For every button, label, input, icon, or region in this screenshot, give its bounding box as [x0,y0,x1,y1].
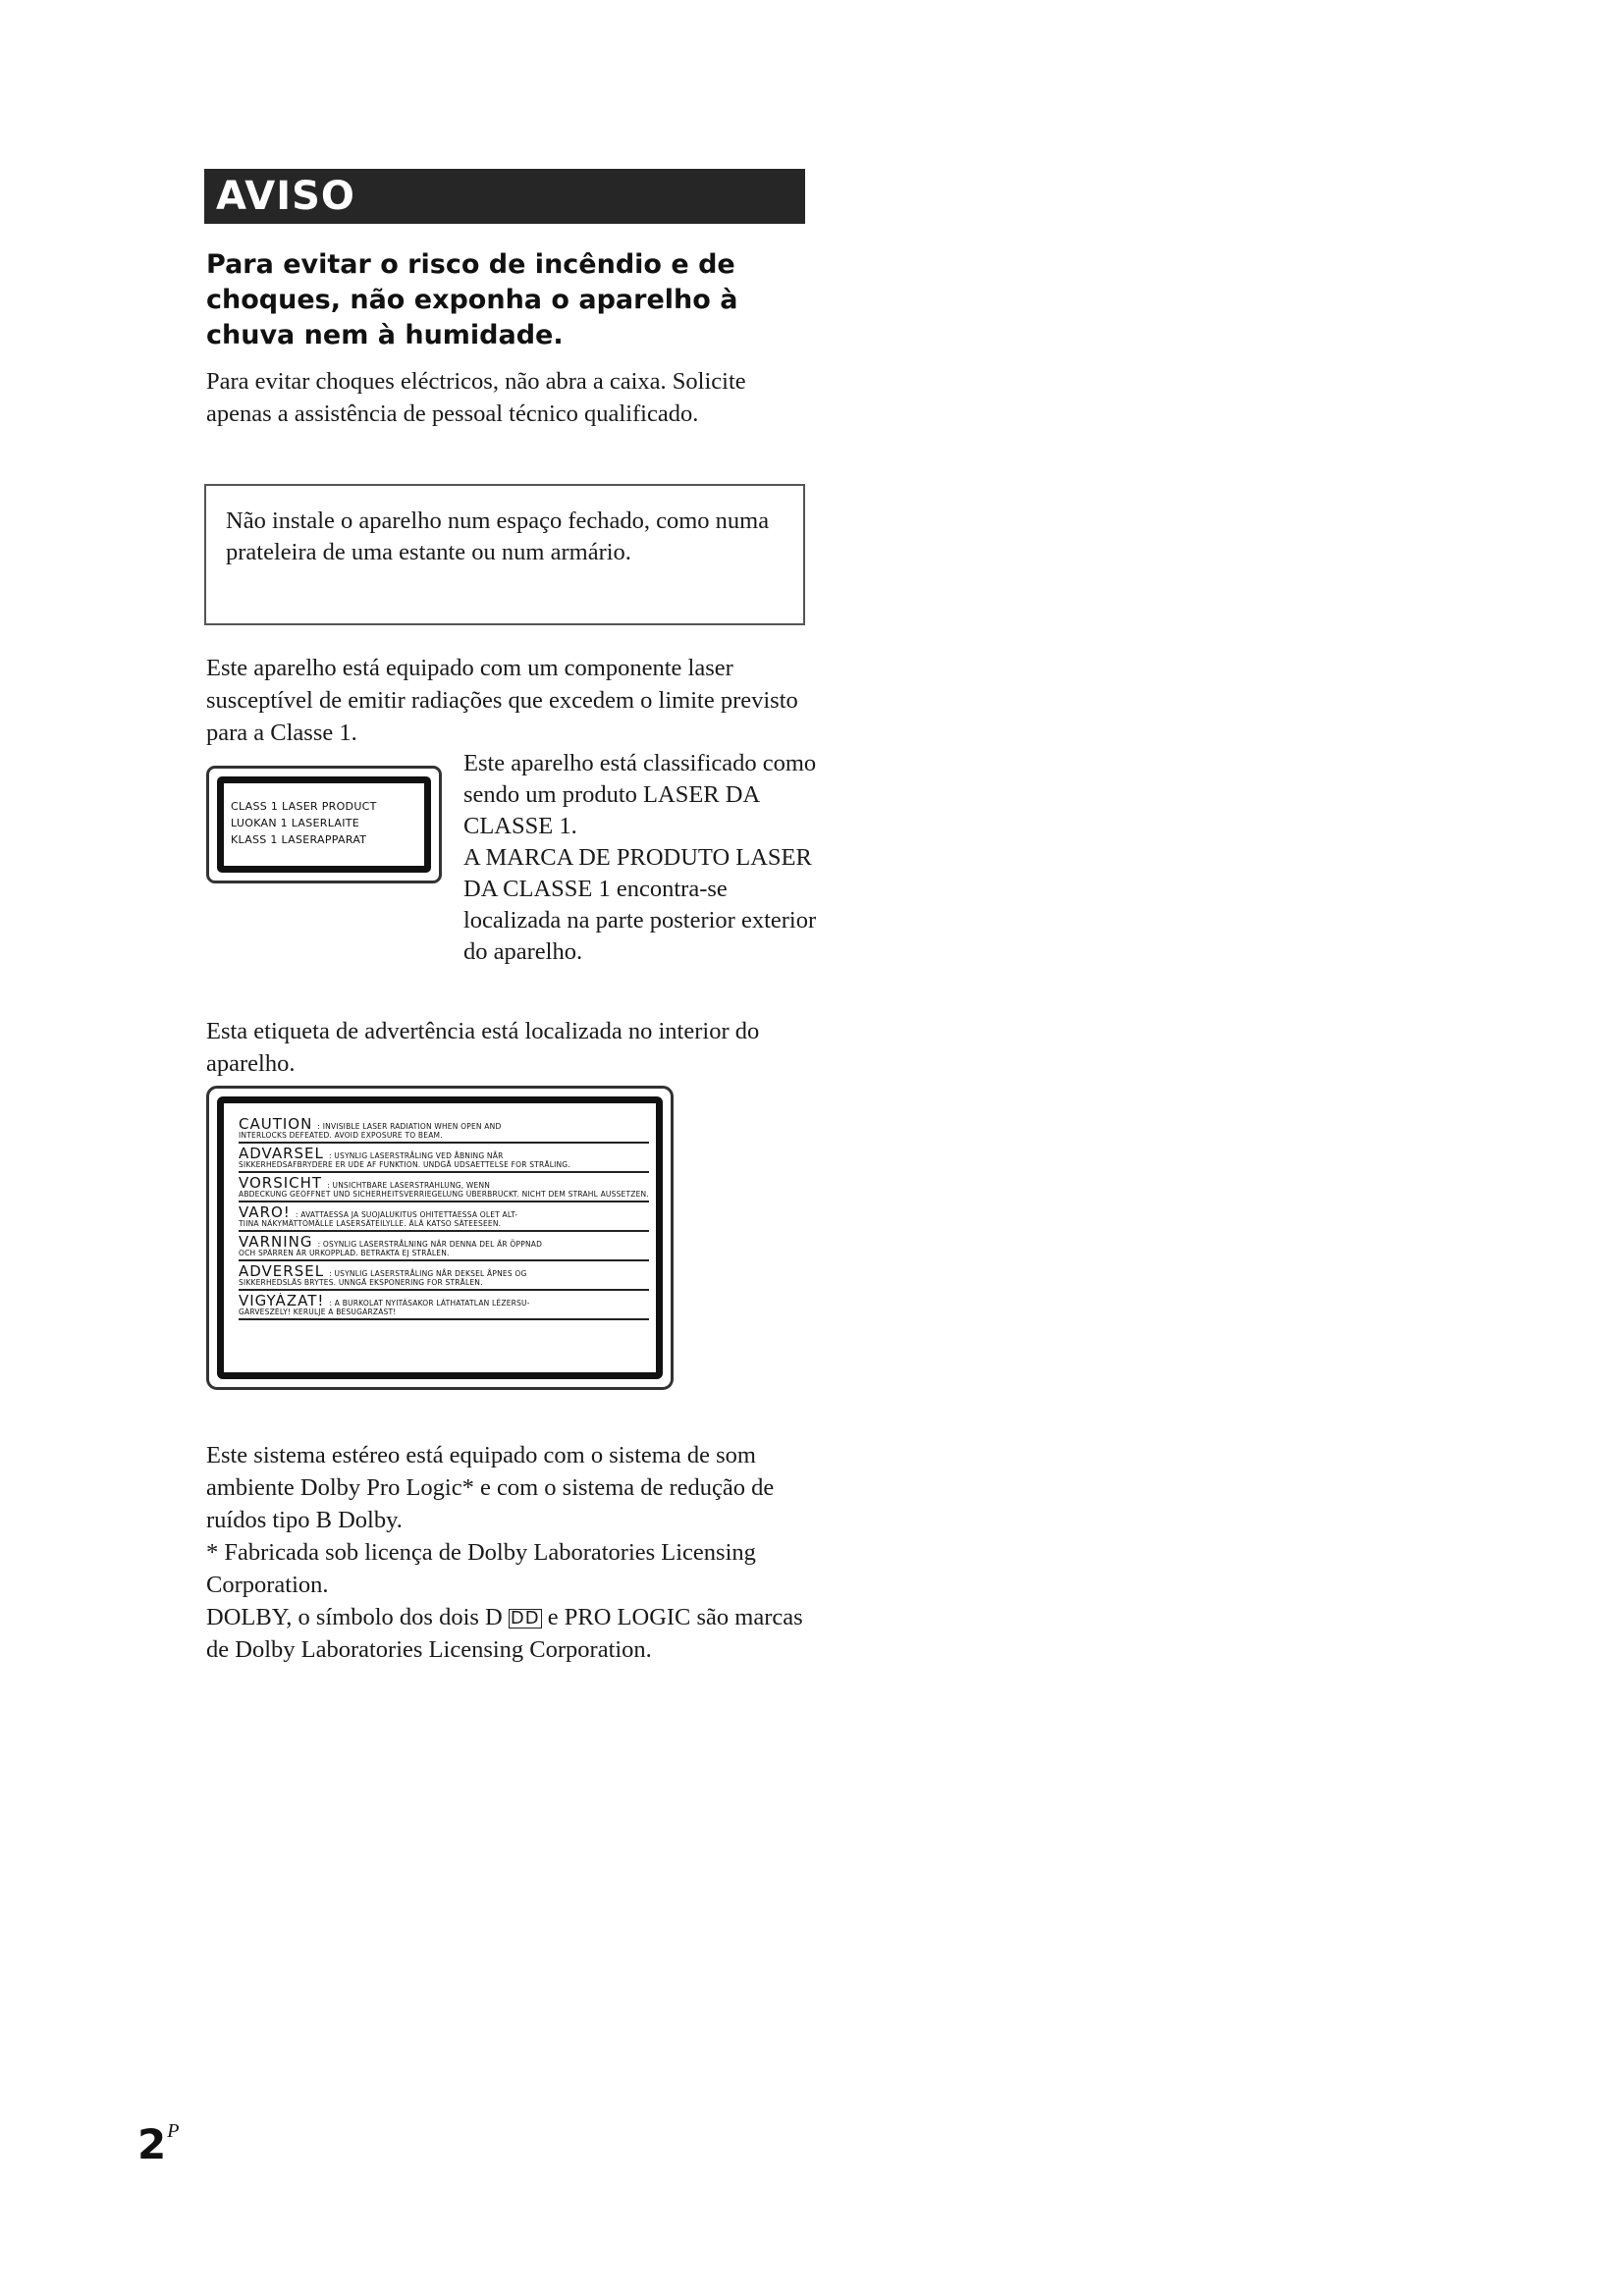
caution-warning-entry [239,1293,649,1320]
laser-paragraph [206,652,815,749]
caution-warning-word: VIGYÁZAT! [239,1293,325,1308]
caution-warning-text: : USYNLIG LASERSTRÅLING NÅR DEKSEL ÅPNES OG [329,1269,527,1278]
caution-warning-word: VARO! [239,1204,291,1219]
caution-warning-entry [239,1116,649,1144]
label-location-paragraph [206,1015,815,1080]
caution-warning-continuation: INTERLOCKS DEFEATED. AVOID EXPOSURE TO BEAM. [239,1131,443,1140]
caution-warning-entry [239,1204,649,1232]
fire-shock-warning-heading: Para evitar o risco de incêndio e de choques, não exponha o aparelho à chuva nem à humidade. [206,249,738,350]
double-d-symbol: DD [510,1608,540,1629]
class-1-laser-label [206,766,442,883]
page-number-value: 2 [137,2120,167,2168]
caution-warning-continuation: ABDECKUNG GEÖFFNET UND SICHERHEITSVERRIEGELUNG ÜBERBRÜCKT. NICHT DEM STRAHL AUSSETZEN. [239,1190,649,1199]
intro-text: Para evitar choques eléctricos, não abra a caixa. Solicite apenas a assistência de pessoal técnico qualificado. [206,368,746,427]
caution-warning-word: ADVERSEL [239,1263,325,1278]
caution-warning-word: VORSICHT [239,1175,323,1190]
class-1-laser-label-text [231,798,417,848]
caution-warning-text: : A BURKOLAT NYITÁSAKOR LÁTHATATLAN LÉZERSU- [329,1299,530,1308]
class-label-line: CLASS 1 LASER PRODUCT [231,800,377,813]
caution-warning-word: VARNING [239,1234,313,1249]
caution-warning-entry [239,1234,649,1261]
caution-warning-continuation: SIKKERHEDSAFBRYDERE ER UDE AF FUNKTION. UNDGÅ UDSAETTELSE FOR STRÅLING. [239,1160,570,1169]
caution-warning-continuation: SIKKERHEDSLÅS BRYTES. UNNGÅ EKSPONERING FOR STRÅLEN. [239,1278,483,1287]
caution-warning-word: CAUTION [239,1116,313,1131]
caution-warning-first-line [239,1293,649,1308]
installation-notice-text: Não instale o aparelho num espaço fechado, como numa prateleira de uma estante ou num armário. [226,507,770,565]
caution-warning-entry [239,1263,649,1291]
caution-warning-text: : OSYNLIG LASERSTRÅLNING NÄR DENNA DEL ÄR ÖPPNAD [317,1240,543,1249]
page-number [137,2120,179,2168]
aviso-title-bar: AVISO [204,169,805,224]
dolby-p3 [206,1601,815,1666]
intro-paragraph [206,365,815,430]
class-description [463,748,817,968]
class-description-p2: A MARCA DE PRODUTO LASER DA CLASSE 1 encontra-se localizada na parte posterior exterior do aparelho. [463,844,817,965]
dolby-p3-start: DOLBY, o símbolo dos dois D [206,1604,503,1630]
caution-warning-word: ADVARSEL [239,1146,324,1160]
caution-warning-first-line [239,1204,649,1219]
caution-warning-label [206,1086,674,1390]
caution-warning-text: : UNSICHTBARE LASERSTRAHLUNG, WENN [327,1181,491,1190]
dolby-section [206,1439,815,1666]
class-label-line: KLASS 1 LASERAPPARAT [231,833,367,846]
caution-warning-first-line [239,1116,649,1131]
caution-warning-list [239,1116,649,1322]
laser-text: Este aparelho está equipado com um componente laser susceptível de emitir radiações que excedem o limite previsto para a Classe 1. [206,655,798,746]
dolby-p1: Este sistema estéreo está equipado com o sistema de som ambiente Dolby Pro Logic* e com o sistema de redução de ruídos tipo B Dolby. [206,1442,775,1533]
caution-warning-continuation: OCH SPÄRREN ÄR URKOPPLAD. BETRAKTA EJ STRÅLEN. [239,1249,450,1257]
class-description-p1: Este aparelho está classificado como sendo um produto LASER DA CLASSE 1. [463,750,817,839]
page-number-suffix: P [167,2120,180,2142]
dolby-p3-end: e PRO LOGIC são marcas de Dolby Laboratories Licensing Corporation. [206,1604,803,1663]
caution-warning-first-line [239,1263,649,1278]
caution-warning-text: : AVATTAESSA JA SUOJALUKITUS OHITETTAESSA OLET ALT- [295,1210,518,1219]
caution-warning-continuation: GÁRVESZÉLY! KERÜLJE A BESUGÁRZÁST! [239,1308,397,1316]
caution-warning-text: : USYNLIG LASERSTRÅLING VED ÅBNING NÅR [328,1151,504,1160]
dolby-p2: * Fabricada sob licença de Dolby Laboratories Licensing Corporation. [206,1539,756,1598]
label-location-text: Esta etiqueta de advertência está localizada no interior do aparelho. [206,1018,760,1077]
class-label-line: LUOKAN 1 LASERLAITE [231,817,360,829]
caution-warning-continuation: TIINA NÄKYMÄTTÖMÄLLE LASERSÄTEILYLLE. ÄLÄ KATSO SÄTEESEEN. [239,1219,502,1228]
caution-warning-first-line [239,1146,649,1160]
installation-notice-box [204,484,805,625]
caution-warning-entry [239,1146,649,1173]
caution-warning-first-line [239,1175,649,1190]
caution-warning-first-line [239,1234,649,1249]
caution-warning-text: : INVISIBLE LASER RADIATION WHEN OPEN AND [317,1122,502,1131]
caution-warning-entry [239,1175,649,1202]
